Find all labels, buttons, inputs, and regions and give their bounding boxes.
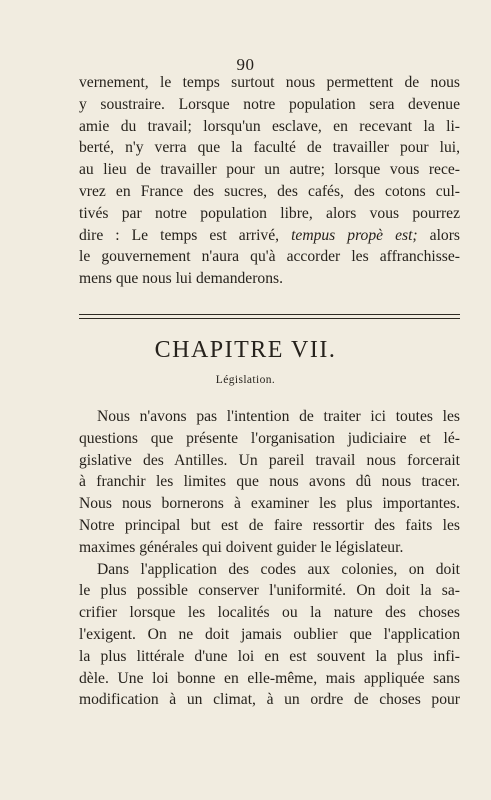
text-line: gislative des Antilles. Un pareil travail nous forcerait	[79, 451, 460, 469]
text-line: questions que présente l'organisation judiciaire et lé-	[79, 429, 460, 447]
text-line: Nous nous bornerons à examiner les plus importantes.	[79, 495, 460, 513]
text-line: vernement, le temps surtout nous permettent de nous	[79, 74, 460, 91]
text-line: maximes générales qui doivent guider le législateur.	[79, 538, 404, 556]
text-line: y soustraire. Lorsque notre population sera devenue	[79, 95, 460, 113]
page-number: 90	[236, 55, 255, 74]
line-text-after: alors	[417, 226, 460, 244]
text-line: berté, n'y verra que la faculté de travailler pour lui,	[79, 139, 460, 157]
section-divider-rule	[79, 314, 460, 319]
text-line: l'exigent. On ne doit jamais oublier que l'application	[79, 625, 460, 643]
line-text-before: dire : Le temps est arrivé,	[79, 226, 292, 244]
text-line: crifier lorsque les localités ou la nature des choses	[79, 604, 460, 622]
text-line: mens que nous lui demanderons.	[79, 270, 283, 288]
text-line: Dans l'application des codes aux colonies, on doit	[97, 560, 460, 578]
text-line: à franchir les limites que nous avons dû nous tracer.	[79, 473, 460, 491]
text-line: tivés par notre population libre, alors vous pourrez	[79, 204, 460, 222]
text-line: Notre principal but est de faire ressortir des faits les	[79, 516, 460, 534]
chapter-title: CHAPITRE VII.	[154, 337, 337, 363]
chapter-body	[79, 406, 460, 711]
text-line: le plus possible conserver l'uniformité. On doit la sa-	[79, 582, 460, 600]
text-line: vrez en France des sucres, des cafés, des cotons cul-	[79, 182, 460, 200]
text-line-with-latin-quote	[79, 225, 460, 247]
text-line: amie du travail; lorsqu'un esclave, en recevant la li-	[79, 117, 460, 135]
latin-quote: tempus propè est;	[291, 226, 418, 244]
carryover-paragraph	[79, 72, 460, 290]
text-line: au lieu de travailler pour un autre; lorsque vous rece-	[79, 161, 460, 179]
chapter-subtitle: Législation.	[215, 374, 276, 386]
text-line: dèle. Une loi bonne en elle-même, mais appliquée sans	[79, 669, 460, 687]
text-line: Nous n'avons pas l'intention de traiter ici toutes les	[97, 408, 460, 425]
text-line: modification à un climat, à un ordre de choses pour	[79, 691, 460, 709]
text-line: le gouvernement n'aura qu'à accorder les affranchisse-	[79, 248, 460, 266]
text-line: la plus littérale d'une loi en est souvent la plus infi-	[79, 647, 460, 665]
